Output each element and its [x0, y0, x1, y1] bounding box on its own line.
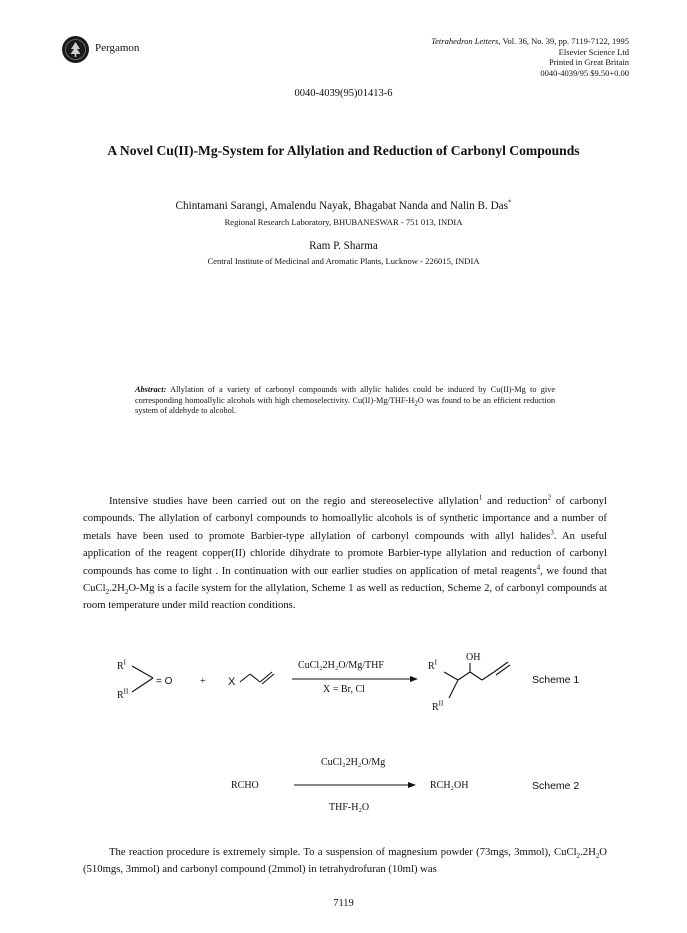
p1-sub: 2 — [105, 588, 110, 597]
publisher-name: Pergamon — [95, 42, 140, 54]
paper-title: A Novel Cu(II)-Mg-System for Allylation and Reduction of Carbonyl Compounds — [107, 143, 580, 158]
journal-line-3: Printed in Great Britain — [548, 57, 629, 67]
halide-x: X — [228, 676, 236, 688]
p1-sub: 2 — [124, 588, 129, 597]
ref-2: 2 — [547, 493, 552, 502]
product-r2 — [432, 699, 444, 713]
doi-line: 0040-4039(95)01413-6 — [294, 88, 393, 99]
r-sup: I — [123, 658, 127, 667]
scheme1-condition: X = Br, Cl — [323, 684, 365, 695]
paragraph-1-text — [83, 493, 607, 615]
p2-seg: .2H — [580, 846, 596, 858]
scheme1-label: Scheme 1 — [532, 674, 580, 686]
journal-citation — [431, 36, 629, 78]
p2-sub: 2 — [595, 852, 600, 861]
author-group-1 — [0, 200, 687, 212]
paragraph-2-text — [83, 844, 607, 879]
tree-emblem-icon — [62, 36, 89, 63]
corresponding-author-mark: * — [507, 198, 512, 207]
abstract-sub: 2 — [414, 399, 418, 408]
scheme1-reagent: CuCl₂2H₂O/Mg/THF — [298, 660, 384, 671]
ref-1: 1 — [478, 493, 483, 502]
r-sup: I — [434, 658, 438, 667]
affiliation-1: Regional Research Laboratory, BHUBANESWAR - 751 013, INDIA — [224, 217, 463, 227]
r-label: R — [428, 661, 435, 672]
author-names-2: Ram P. Sharma — [309, 240, 378, 252]
scheme2-reagent: CuCl₂2H₂O/Mg — [321, 757, 386, 768]
author-names-1: Chintamani Sarangi, Amalendu Nayak, Bhagabat Nanda and Nalin B. Das — [175, 200, 508, 212]
p2-sub: 2 — [576, 852, 581, 861]
p1-seg: Intensive studies have been carried out on the regio and stereoselective allylation — [109, 495, 479, 507]
ketone-structure-icon — [125, 660, 185, 700]
journal-line-2: Elsevier Science Ltd — [558, 46, 629, 57]
reaction-arrow-icon — [290, 674, 420, 684]
r-label: R — [432, 702, 439, 713]
journal-name: Tetrahedron Letters — [431, 36, 499, 46]
r-sup: II — [438, 699, 444, 708]
reaction-arrow-icon — [292, 780, 418, 790]
scheme2-product: RCH₂OH — [430, 780, 469, 791]
p1-seg: . An useful application of the reagent copper(II) chloride dihydrate to promote Barbier-type allylation and reduction of carbonyl compounds has come to light . In continuation with our earlier studies on application of metal reagents — [83, 529, 608, 577]
p1-seg: .2H — [109, 582, 125, 595]
p1-seg: of carbonyl compounds. The allylation of carbonyl compounds to homoallylic alcohols is of synthetic importance and a number of metals have been used to promote Barbier-type allylation of carbonyl compounds with allyl halides — [83, 495, 607, 542]
abstract-text-a: Allylation of a variety of carbonyl compounds with allylic halides could be induced by Cu(II)-Mg to give corresponding homoallylic alcohols with high chemoselectivity. Cu(II)-Mg/THF-H — [135, 385, 555, 405]
r-label: R — [117, 690, 124, 701]
r-sup: II — [123, 687, 129, 696]
abstract — [135, 385, 555, 417]
scheme2-condition: THF-H₂O — [329, 802, 370, 813]
body-paragraph-1 — [83, 493, 607, 615]
plus-sign: + — [200, 676, 206, 687]
scheme2-reactant: RCHO — [231, 780, 259, 791]
r-label: R — [117, 661, 124, 672]
allyl-structure-icon — [238, 664, 278, 694]
journal-volume: , Vol. 36, No. 39, pp. 7119-7122, 1995 — [498, 36, 629, 46]
p2-seg: O (510mgs, 3mmol) and carbonyl compound (2mmol) in tetrahydrofuran (10ml) was — [83, 846, 607, 876]
abstract-text-b: O was found to be an efficient reduction system of aldehyde to alcohol. — [135, 395, 555, 416]
publisher-logo-icon — [62, 36, 89, 63]
affiliation-2: Central Institute of Medicinal and Aromatic Plants, Lucknow - 226015, INDIA — [207, 256, 480, 266]
body-paragraph-2 — [83, 844, 607, 879]
scheme2-label: Scheme 2 — [532, 780, 580, 792]
scheme1-r1 — [117, 658, 127, 672]
ref-3: 3 — [550, 528, 554, 537]
p2-seg: The reaction procedure is extremely simple. To a suspension of magnesium powder (73mgs, 3mmol), CuCl — [109, 846, 577, 858]
product-r1 — [428, 658, 438, 672]
journal-line-1 — [431, 36, 629, 47]
p1-seg: , we found that CuCl — [83, 564, 607, 595]
carbonyl-o: = O — [156, 676, 173, 687]
homoallylic-alcohol-structure-icon — [438, 660, 518, 710]
page-number: 7119 — [333, 898, 354, 909]
p1-seg: and reduction — [482, 495, 548, 507]
p1-seg: O-Mg is a facile system for the allylation, Scheme 1 as well as reduction, Scheme 2, of carbonyl compounds at room temperature under mild reaction conditions. — [83, 582, 607, 612]
ref-4: 4 — [536, 563, 541, 572]
product-oh: OH — [466, 652, 481, 663]
abstract-label: Abstract: — [135, 385, 167, 394]
journal-line-4: 0040-4039/95 $9.50+0.00 — [540, 67, 629, 78]
scheme1-r2 — [117, 687, 129, 701]
